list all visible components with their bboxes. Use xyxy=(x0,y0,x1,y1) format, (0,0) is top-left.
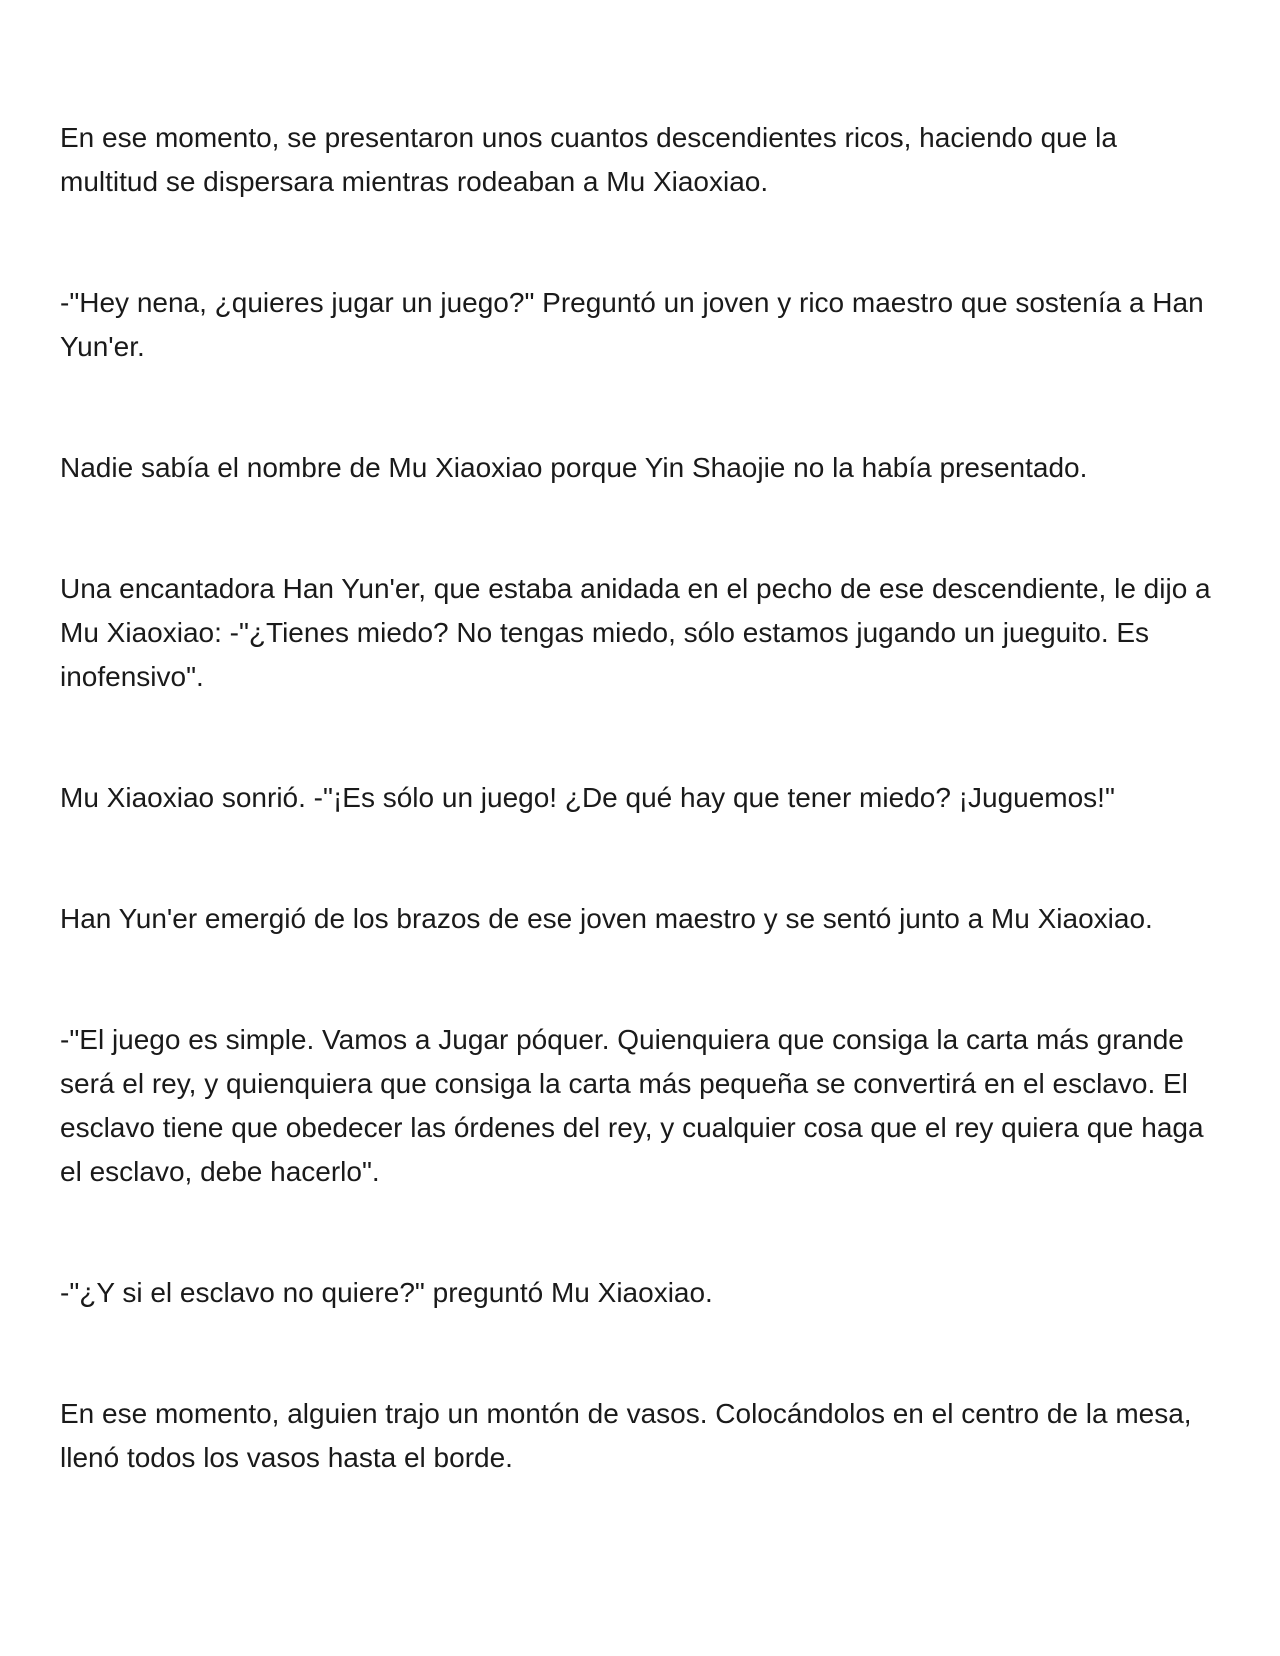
paragraph-2: -"Hey nena, ¿quieres jugar un juego?" Preguntó un joven y rico maestro que sostenía a Han Yun'er. xyxy=(60,287,1204,362)
paragraph-7: -"El juego es simple. Vamos a Jugar póquer. Quienquiera que consiga la carta más grande será el rey, y quienquiera que consiga la carta más pequeña se convertirá en el esclavo. El esclavo tiene que obedecer las órdenes del rey, y cualquier cosa que el rey quiera que haga el esclavo, debe hacerlo". xyxy=(60,1024,1204,1187)
paragraph-4: Una encantadora Han Yun'er, que estaba anidada en el pecho de ese descendiente, le dijo a Mu Xiaoxiao: -"¿Tienes miedo? No tengas miedo, sólo estamos jugando un jueguito. Es inofensivo". xyxy=(60,573,1211,692)
paragraph-8: -"¿Y si el esclavo no quiere?" preguntó Mu Xiaoxiao. xyxy=(60,1277,713,1308)
paragraph-9: En ese momento, alguien trajo un montón de vasos. Colocándolos en el centro de la mesa, llenó todos los vasos hasta el borde. xyxy=(60,1398,1192,1473)
paragraph-6: Han Yun'er emergió de los brazos de ese joven maestro y se sentó junto a Mu Xiaoxiao. xyxy=(60,903,1153,934)
document-body xyxy=(60,116,1220,1480)
paragraph-5: Mu Xiaoxiao sonrió. -"¡Es sólo un juego! ¿De qué hay que tener miedo? ¡Juguemos!" xyxy=(60,782,1115,813)
paragraph-3: Nadie sabía el nombre de Mu Xiaoxiao porque Yin Shaojie no la había presentado. xyxy=(60,452,1088,483)
paragraph-1: En ese momento, se presentaron unos cuantos descendientes ricos, haciendo que la multitud se dispersara mientras rodeaban a Mu Xiaoxiao. xyxy=(60,122,1117,197)
